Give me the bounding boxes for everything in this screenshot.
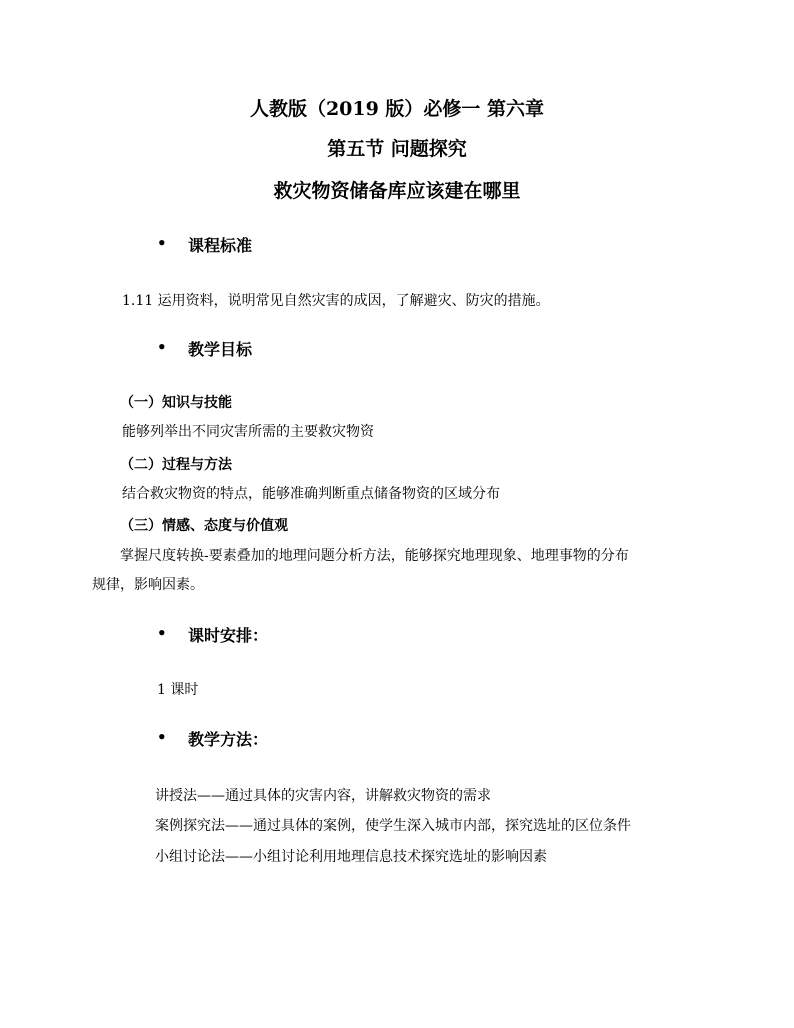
method-item-group-discussion: 小组讨论法——小组讨论利用地理信息技术探究选址的影响因素: [155, 849, 547, 865]
goal-sub-process: （二）过程与方法: [120, 457, 232, 473]
heading-teaching-goals: 教学目标: [188, 340, 253, 359]
goal-sub-attitude: （三）情感、态度与价值观: [120, 518, 288, 534]
bullet-goals: •: [157, 338, 167, 356]
document-title-line2: 第五节 问题探究: [327, 138, 467, 160]
bullet-standard: •: [157, 234, 167, 252]
schedule-text: 1 课时: [157, 682, 199, 698]
goal-text-attitude-line1: 掌握尺度转换-要素叠加的地理问题分析方法，能够探究地理现象、地理事物的分布: [120, 548, 629, 564]
heading-teaching-methods: 教学方法：: [188, 730, 269, 749]
heading-course-standard: 课程标准: [188, 236, 253, 255]
goal-sub-knowledge: （一）知识与技能: [120, 395, 232, 411]
document-title-line1: 人教版（2019 版）必修一 第六章: [249, 98, 545, 120]
goal-text-attitude-line2: 规律，影响因素。: [92, 577, 204, 593]
goal-text-process: 结合救灾物资的特点，能够准确判断重点储备物资的区域分布: [122, 486, 500, 502]
document-title-line3: 救灾物资储备库应该建在哪里: [273, 180, 521, 202]
standard-text: 1.11 运用资料，说明常见自然灾害的成因，了解避灾、防灾的措施。: [122, 293, 550, 309]
goal-text-knowledge: 能够列举出不同灾害所需的主要救灾物资: [122, 424, 374, 440]
method-item-case-study: 案例探究法——通过具体的案例，使学生深入城市内部，探究选址的区位条件: [155, 818, 631, 834]
heading-schedule: 课时安排：: [188, 626, 269, 645]
bullet-methods: •: [157, 728, 167, 746]
method-item-lecture: 讲授法——通过具体的灾害内容，讲解救灾物资的需求: [155, 788, 491, 804]
bullet-schedule: •: [157, 624, 167, 642]
